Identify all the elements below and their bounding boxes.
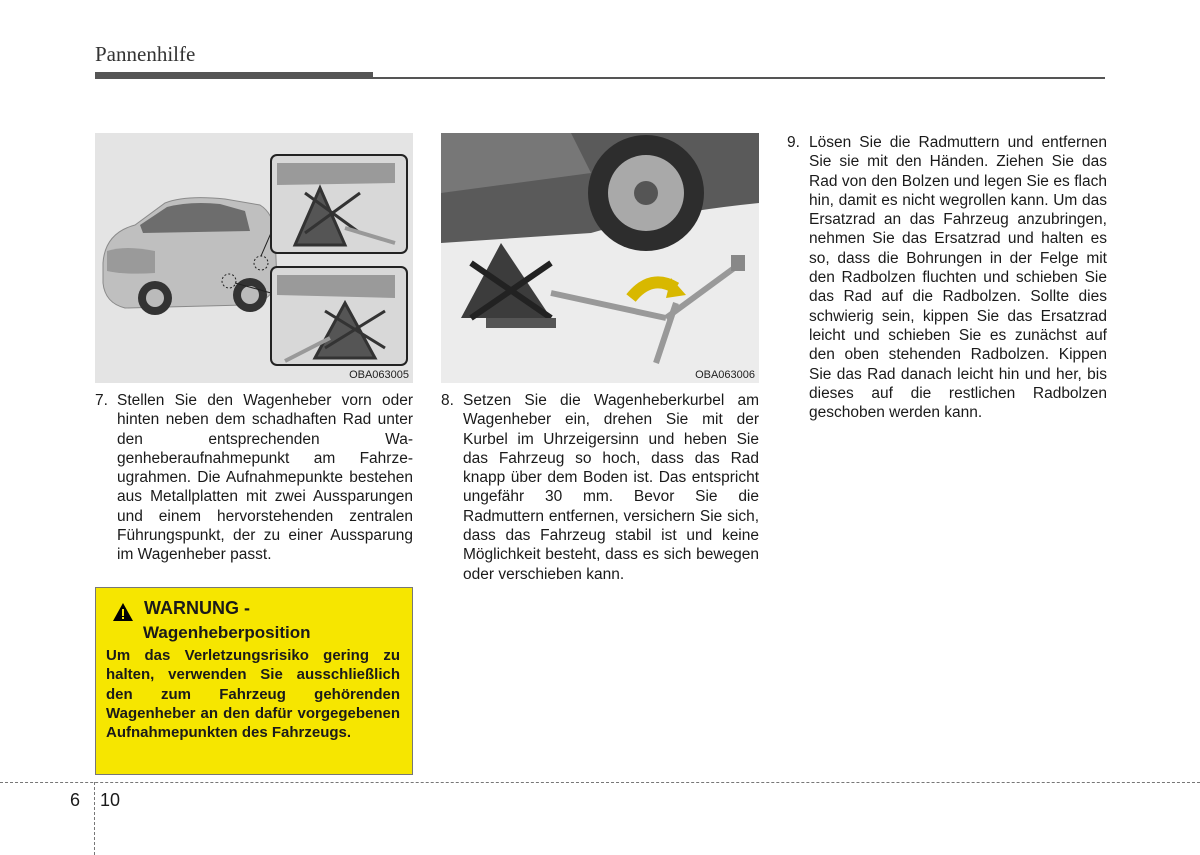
footer-divider [0,782,1200,783]
step-8 [441,391,759,584]
warning-subtitle: Wagenheberposition [143,623,311,642]
header-rule-thick [95,72,373,79]
car-jack-illustration [95,133,413,383]
step-text: Setzen Sie die Wagenheberkurbel am Wagenheber ein, drehen Sie mit der Kurbel im Uhrzeigersinn und heben Sie das Fahrzeug so hoch, dass das Rad knapp über dem Boden ist. Das entspricht ungefähr 30 mm. Bevor Sie die Radmuttern entfernen, versichern Sie sich, dass das Fahrzeug stabil ist und keine Möglichkeit besteht, dass es sich bewegen oder verschieben kann. [463,392,759,583]
page-number: 10 [100,790,121,810]
step-text: Lösen Sie die Radmuttern und entfernen Sie sie mit den Händen. Ziehen Sie das Rad von den Bolzen und legen Sie es flach hin, damit es nicht wegrollen kann. Um das Ersatzrad an das Fahrzeug anzubringen, nehmen Sie das Ersatzrad und halten es so, dass die Bohrungen in der Felge mit den Radbolzen fluchten und schieben Sie das Rad auf die Radbolzen. Sollte dies schwierig sein, kippen Sie das Ersatzrad leicht und schieben Sie es zunächst auf den oben stehenden Radbolzen. Kippen Sie das Rad danach leicht hin und her, bis dieses auf die restlichen Radbolzen geschoben werden kann. [809,134,1107,422]
warning-title: WARNUNG - [144,598,250,618]
step-7 [95,391,413,565]
step-number: 9. [787,134,800,151]
step-text: Stellen Sie den Wagenheber vorn oder hinten neben dem schadhaften Rad unter den entsprechenden Wagenheberaufnahmepunkt am Fahrzeugrahmen. Die Aufnahmepunkte bestehen aus Metallplatten mit zwei Aussparungen und einem hervorstehenden zentralen Führungspunkt, der zu einer Aussparung im Wagenheber passt. [117,392,413,564]
warning-triangle-icon [112,602,134,622]
chapter-number: 6 [70,790,81,810]
header-rule [373,77,1105,79]
figure-code: OBA063006 [695,369,755,381]
figure-jack-crank [441,133,759,383]
warning-box [95,587,413,775]
step-9 [787,133,1107,422]
warning-body: Um das Verletzungsrisiko gering zu halten, verwenden Sie ausschließlich den zum Fahrzeug gehörenden Wagenheber an den dafür vorgegebenen Aufnahmepunkten des Fahrzeugs. [106,647,400,742]
jack-crank-illustration [441,133,759,383]
step-number: 8. [441,392,454,409]
section-title: Pannenhilfe [95,42,196,66]
step-number: 7. [95,392,108,409]
figure-jack-points [95,133,413,383]
warning-header [106,598,400,622]
figure-code: OBA063005 [349,369,409,381]
footer-vertical-divider [94,782,95,855]
